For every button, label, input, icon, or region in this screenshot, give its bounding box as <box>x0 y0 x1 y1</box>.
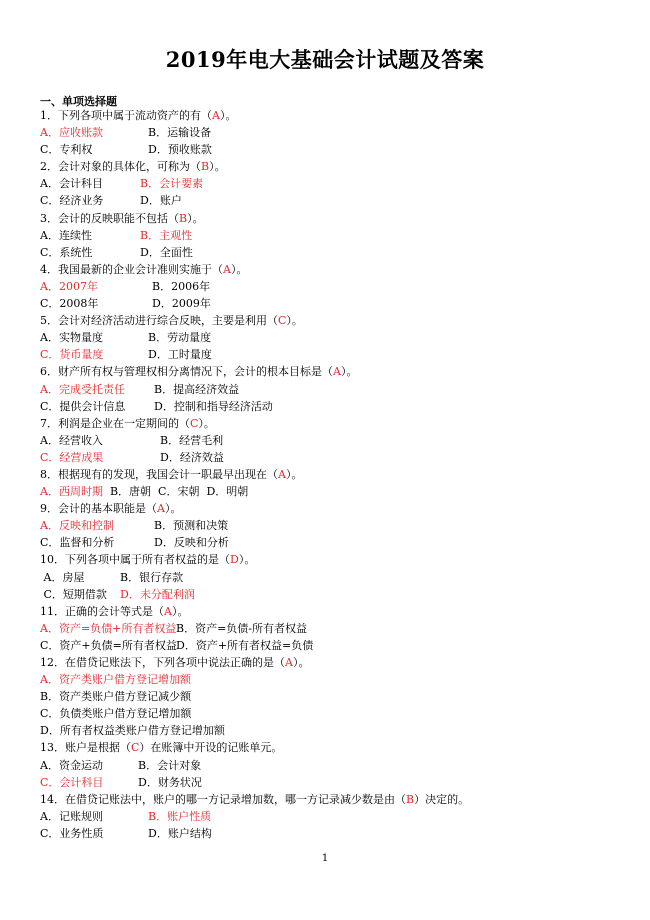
answer-letter: A <box>285 656 293 669</box>
question-text <box>40 363 630 380</box>
option: D．反映和分析 <box>154 536 229 550</box>
answer-letter: C <box>131 741 140 755</box>
question-stem-end: ）决定的。 <box>414 792 470 806</box>
option-row <box>40 192 630 209</box>
page-number: 1 <box>321 853 329 864</box>
page-title: 2019年电大基础会计试题及答案 <box>165 47 485 72</box>
option-row <box>40 774 630 791</box>
question-stem: 7．利润是企业在一定期间的（ <box>40 416 190 430</box>
option: C．监督和分析 <box>40 536 115 550</box>
question-text <box>40 158 630 175</box>
option: C．宋朝 <box>151 485 200 499</box>
question-text <box>40 500 630 517</box>
answer-letter: B <box>179 211 188 225</box>
option: B．会计对象 <box>138 758 202 772</box>
option-row <box>40 705 630 722</box>
option: A．实物量度 <box>40 331 103 345</box>
option: B．账户性质 <box>148 809 212 823</box>
section-heading: 一、单项选择题 <box>40 95 117 108</box>
option-row <box>40 432 630 449</box>
question-text <box>40 603 630 620</box>
question-stem: 10．下列各项中属于所有者权益的是（ <box>40 553 230 567</box>
option: B．主观性 <box>140 228 193 242</box>
option-row <box>40 569 630 586</box>
option: C．负债类账户借方登记增加额 <box>40 707 192 721</box>
question-stem-end: ）。 <box>286 314 303 328</box>
option: C．经济业务 <box>40 194 104 208</box>
question-stem-end: ）。 <box>219 109 237 122</box>
option: D．未分配利润 <box>120 587 195 601</box>
question-stem: 13．账户是根据（ <box>40 741 131 755</box>
option: B．会计要素 <box>140 177 204 191</box>
option: B．银行存款 <box>120 570 184 584</box>
option: C．资产+负债=所有者权益 <box>40 638 177 652</box>
answer-letter: A <box>212 109 220 122</box>
option: B．提高经济效益 <box>154 382 240 396</box>
option: C．提供会计信息 <box>40 399 126 413</box>
question-stem-end: ）。 <box>164 502 182 516</box>
question-stem: 3．会计的反映职能不包括（ <box>40 211 179 225</box>
option-row <box>40 449 630 466</box>
answer-letter: A <box>333 365 341 379</box>
question-stem-end: ）。 <box>230 262 248 276</box>
option: B．预测和决策 <box>154 519 229 533</box>
option-row <box>40 722 630 739</box>
question-stem-end: ）。 <box>285 467 303 481</box>
option: D．明朝 <box>199 485 249 499</box>
option: C．短期借款 <box>40 587 107 601</box>
answer-letter: B <box>201 160 210 174</box>
option: D．所有者权益类账户借方登记增加额 <box>40 724 225 738</box>
question-stem: 5．会计对经济活动进行综合反映，主要是利用（ <box>40 314 278 328</box>
option-row <box>40 688 630 705</box>
question-stem: 1．下列各项中属于流动资产的有（ <box>40 109 212 122</box>
answer-letter: A <box>157 502 165 516</box>
answer-letter: C <box>278 314 287 328</box>
question-stem-end: ）。 <box>292 656 310 669</box>
question-text <box>40 261 630 278</box>
question-stem: 11．正确的会计等式是（ <box>40 604 164 618</box>
option-row <box>40 398 630 415</box>
option: A．资产类账户借方登记增加额 <box>40 673 191 687</box>
question-stem-end: ）。 <box>209 160 226 174</box>
option: D．2009年 <box>152 297 211 311</box>
option: D．资产+所有者权益=负债 <box>176 638 314 652</box>
option-row <box>40 278 630 295</box>
option-row <box>40 671 630 688</box>
option: C．经营成果 <box>40 450 104 464</box>
option: B．经营毛利 <box>160 433 224 447</box>
option: A．连续性 <box>40 228 92 242</box>
option: A．房屋 <box>40 570 85 584</box>
answer-letter: A <box>164 604 172 618</box>
question-stem: 4．我国最新的企业会计准则实施于（ <box>40 262 223 276</box>
answer-letter: D <box>230 553 239 567</box>
option: A．资产=负债+所有者权益 <box>40 621 177 635</box>
option: D．工时量度 <box>148 348 212 362</box>
option: A．西周时期 <box>40 485 103 499</box>
answer-letter: A <box>223 262 231 276</box>
option: B．唐朝 <box>102 485 152 499</box>
question-text <box>40 210 630 227</box>
option: B．2006年 <box>152 279 211 293</box>
option-row <box>40 534 630 551</box>
option: D．财务状况 <box>138 775 202 789</box>
option: C．业务性质 <box>40 826 104 840</box>
question-text <box>40 791 630 808</box>
option: A．会计科目 <box>40 177 103 191</box>
option: C．专利权 <box>40 143 93 157</box>
option: A．反映和控制 <box>40 519 114 533</box>
option-row <box>40 175 630 192</box>
question-list <box>40 107 630 842</box>
option-row <box>40 346 630 363</box>
option-row <box>40 620 630 637</box>
option-row <box>40 825 630 842</box>
question-stem: 12．在借贷记账法下，下列各项中说法正确的是（ <box>40 656 285 669</box>
question-text <box>40 551 630 568</box>
option-row <box>40 295 630 312</box>
option: A．2007年 <box>40 279 98 293</box>
option-row <box>40 637 630 654</box>
option-row <box>40 757 630 774</box>
option: C．系统性 <box>40 245 93 259</box>
question-stem-end: ）。 <box>171 604 189 618</box>
option: D．全面性 <box>140 245 193 259</box>
option: D．预收账款 <box>148 143 212 157</box>
option-row <box>40 141 630 158</box>
question-text <box>40 466 630 483</box>
option-row <box>40 381 630 398</box>
option-row <box>40 124 630 141</box>
option: A．完成受托责任 <box>40 382 125 396</box>
option: B．资产类账户借方登记减少额 <box>40 690 192 704</box>
option-row <box>40 517 630 534</box>
question-stem-end: ）。 <box>198 416 215 430</box>
option: C．2008年 <box>40 297 99 311</box>
option: A．资金运动 <box>40 758 103 772</box>
question-stem: 14．在借贷记账法中，账户的哪一方记录增加数，哪一方记录减少数是由（ <box>40 792 406 806</box>
question-text <box>40 415 630 432</box>
option: D．账户 <box>140 194 182 208</box>
option: D．账户结构 <box>148 826 212 840</box>
question-text <box>40 654 630 671</box>
question-text <box>40 739 630 756</box>
option: D．控制和指导经济活动 <box>154 399 273 413</box>
option: A．应收账款 <box>40 126 103 140</box>
option: C．货币量度 <box>40 348 104 362</box>
option: A．记账规则 <box>40 809 103 823</box>
option-row <box>40 244 630 261</box>
question-stem-end: ）。 <box>238 553 256 567</box>
option-row <box>40 483 630 500</box>
answer-letter: A <box>278 467 286 481</box>
option-row <box>40 227 630 244</box>
question-stem-end: ）在账簿中开设的记账单元。 <box>139 741 283 755</box>
answer-letter: B <box>406 792 415 806</box>
question-stem: 9．会计的基本职能是（ <box>40 502 157 516</box>
option: B．劳动量度 <box>148 331 212 345</box>
question-stem-end: ）。 <box>340 365 358 379</box>
option: B．运输设备 <box>148 126 212 140</box>
answer-letter: C <box>190 416 199 430</box>
question-text <box>40 312 630 329</box>
option-row <box>40 808 630 825</box>
option: A．经营收入 <box>40 433 103 447</box>
question-stem: 6．财产所有权与管理权相分离情况下，会计的根本目标是（ <box>40 365 333 379</box>
option: B．资产=负债-所有者权益 <box>176 621 308 635</box>
question-text <box>40 107 630 124</box>
option-row <box>40 586 630 603</box>
question-stem: 2．会计对象的具体化，可称为（ <box>40 160 201 174</box>
option: C．会计科目 <box>40 775 104 789</box>
question-stem: 8．根据现有的发现，我国会计一职最早出现在（ <box>40 467 278 481</box>
option-row <box>40 329 630 346</box>
question-stem-end: ）。 <box>187 211 204 225</box>
option: D．经济效益 <box>160 450 224 464</box>
